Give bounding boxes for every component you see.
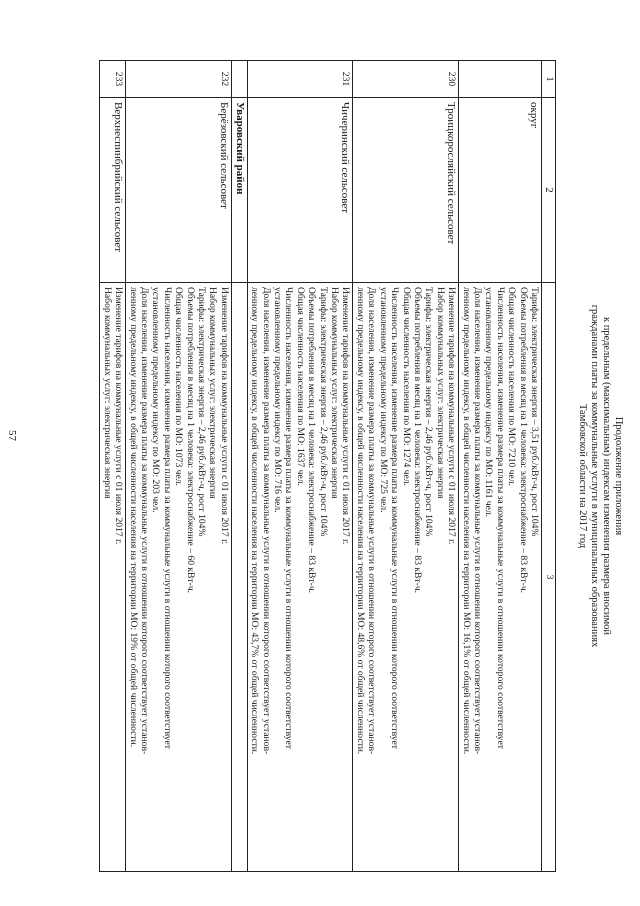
tariff-details bbox=[126, 283, 232, 872]
municipality-name: округ bbox=[459, 98, 542, 283]
row-number: 231 bbox=[247, 61, 353, 98]
district-name: Уваровский район bbox=[231, 98, 247, 283]
detail-line: Тарифы: электрическая энергия – 3,51 руб./кВт-ч, рост 104% bbox=[529, 287, 540, 537]
detail-line: Тарифы: электрическая энергия – 2,46 руб./кВт-ч, рост 104% bbox=[196, 287, 208, 537]
municipality-name: Троицкоросляйский сельсовет bbox=[353, 98, 459, 283]
table-row bbox=[247, 61, 353, 872]
table-row bbox=[126, 61, 232, 872]
table-row bbox=[100, 61, 126, 872]
municipality-name: Чичеринский сельсовет bbox=[247, 98, 353, 283]
district-row bbox=[231, 61, 247, 872]
municipality-name: Верхнеспинбрийский сельсовет bbox=[100, 98, 126, 283]
detail-line: Численность населения, изменение размера платы за коммунальные услуги в отношении которого соответствует bbox=[494, 287, 506, 749]
district-empty-cell bbox=[231, 61, 247, 98]
detail-line: ленному предельному индексу, в общей численности населения на территории МО: 48,6% от общей численности. bbox=[354, 287, 366, 755]
district-empty-cell bbox=[231, 283, 247, 872]
table-header-row bbox=[542, 61, 556, 872]
detail-line: установленному предельному индексу по МО: 203 чел. bbox=[150, 287, 162, 513]
col-header-3: 3 bbox=[542, 283, 556, 872]
table-row bbox=[353, 61, 459, 872]
detail-line: Изменение тарифов на коммунальные услуги с 01 июля 2017 г. bbox=[113, 287, 125, 545]
detail-line: установленному предельному индексу по МО: 725 чел. bbox=[377, 287, 389, 513]
detail-line: установленному предельному индексу по МО: 716 чел. bbox=[272, 287, 284, 513]
detail-line: Численность населения, изменение размера платы за коммунальные услуги в отношении которого соответствует bbox=[389, 287, 401, 749]
detail-line: Набор коммунальных услуг: электрическая энергия bbox=[101, 287, 113, 499]
row-number: 233 bbox=[100, 61, 126, 98]
detail-line: Набор коммунальных услуг: электрическая энергия bbox=[329, 287, 341, 499]
tariff-details bbox=[100, 283, 126, 872]
detail-line: Доля населения, изменение размера платы за коммунальные услуги в отношении которого соответствует установ- bbox=[366, 287, 378, 755]
tariff-details bbox=[459, 283, 542, 872]
detail-line: Тарифы: электрическая энергия – 2,46 руб./кВт-ч, рост 104% bbox=[317, 287, 329, 537]
detail-line: Общая численность населения по МО: 1274 чел. bbox=[400, 287, 412, 486]
header-line-3: гражданами платы за коммунальные услуги в муниципальных образованиях bbox=[589, 304, 600, 648]
detail-line: Доля населения, изменение размера платы за коммунальные услуги в отношении которого соответствует установ- bbox=[139, 287, 150, 755]
page-number: 57 bbox=[6, 430, 18, 441]
detail-line: Численность населения, изменение размера платы за коммунальные услуги в отношении которого соответствует bbox=[283, 287, 295, 749]
detail-line: Набор коммунальных услуг: электрическая энергия bbox=[434, 287, 446, 499]
tariff-details bbox=[353, 283, 459, 872]
row-number bbox=[459, 61, 542, 98]
detail-line: ленному предельному индексу, в общей численности населения на территории МО: 16,1% от общей численности. bbox=[460, 287, 472, 755]
detail-line: Изменение тарифов на коммунальные услуги с 01 июля 2017 г. bbox=[446, 287, 458, 545]
detail-line: Набор коммунальных услуг: электрическая энергия bbox=[207, 287, 219, 499]
detail-line: Доля населения, изменение размера платы за коммунальные услуги в отношении которого соответствует установ- bbox=[471, 287, 483, 755]
detail-line: Численность населения, изменение размера платы за коммунальные услуги в отношении которого соответствует bbox=[161, 287, 173, 749]
tariff-details bbox=[247, 283, 353, 872]
col-header-2: 2 bbox=[542, 98, 556, 283]
municipality-name: Берёзовский сельсовет bbox=[126, 98, 232, 283]
row-number: 232 bbox=[126, 61, 232, 98]
detail-line: ленному предельному индексу, в общей численности населения на территории МО: 19% от общей численности. bbox=[127, 287, 139, 748]
header-line-4: Тамбовской области на 2017 год bbox=[577, 403, 588, 549]
col-header-1: 1 bbox=[542, 61, 556, 98]
detail-line: установленному предельному индексу по МО: 1161 чел. bbox=[483, 287, 495, 518]
detail-line: Доля населения, изменение размера платы за коммунальные услуги в отношении которого соответствует установ- bbox=[260, 287, 272, 755]
detail-line: ленному предельному индексу, в общей численности населения на территории МО: 43,7% от общей численности. bbox=[249, 287, 261, 755]
header-line-2: к предельным (максимальным) индексам изменения размера вносимой bbox=[601, 316, 612, 636]
detail-line: Общая численность населения по МО: 7210 чел. bbox=[506, 287, 518, 486]
row-number: 230 bbox=[353, 61, 459, 98]
detail-line: Объемы потребления в месяц на 1 человека: электроснабжение – 83 кВт-ч. bbox=[517, 287, 529, 594]
detail-line: Общая численность населения по МО: 1073 чел. bbox=[173, 287, 185, 486]
table-row bbox=[459, 61, 542, 872]
detail-line: Общая численность населения по МО: 1637 чел. bbox=[294, 287, 306, 486]
detail-line: Изменение тарифов на коммунальные услуги с 01 июля 2017 г. bbox=[340, 287, 352, 545]
detail-line: Изменение тарифов на коммунальные услуги с 01 июля 2017 г. bbox=[218, 287, 230, 545]
document-header bbox=[576, 46, 628, 906]
detail-line: Объемы потребления в месяц на 1 человека: электроснабжение – 83 кВт-ч. bbox=[306, 287, 318, 594]
detail-line: Объемы потребления в месяц на 1 человека: электроснабжение – 83 кВт-ч. bbox=[411, 287, 423, 594]
document-sheet bbox=[28, 46, 628, 906]
header-line-1: Продолжение приложения bbox=[613, 416, 624, 536]
detail-line: Тарифы: электрическая энергия – 2,46 руб./кВт-ч, рост 104% bbox=[423, 287, 435, 537]
tariff-table bbox=[99, 60, 556, 872]
detail-line: Объемы потребления в месяц на 1 человека: электроснабжение – 60 кВт-ч. bbox=[184, 287, 196, 594]
